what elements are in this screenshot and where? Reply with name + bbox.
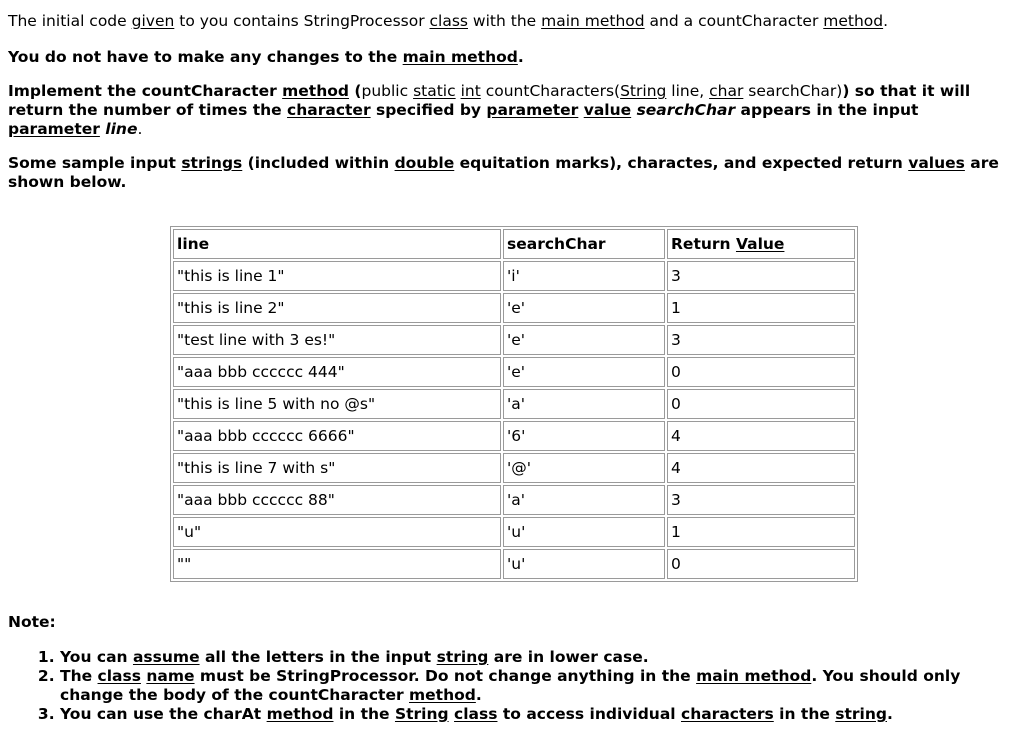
cell-searchchar: '6': [503, 421, 665, 451]
samples-text: Some sample input: [8, 154, 182, 172]
cell-return: 3: [667, 325, 855, 355]
link-given[interactable]: given: [131, 12, 175, 30]
note-item: [60, 667, 1000, 705]
cell-line: "this is line 1": [173, 261, 501, 291]
intro-text: The initial code: [8, 12, 132, 30]
intro-paragraph: [8, 12, 888, 31]
link-value[interactable]: Value: [735, 235, 785, 253]
samples-text: are shown below.: [8, 154, 999, 191]
implement-text: ) so that it will return the number of times the: [8, 82, 971, 119]
link-class[interactable]: class: [97, 667, 141, 685]
link-method[interactable]: method: [409, 686, 476, 704]
cell-line: "u": [173, 517, 501, 547]
cell-searchchar: 'a': [503, 389, 665, 419]
cell-return: 4: [667, 453, 855, 483]
note-item: [60, 648, 1000, 667]
note-text: are in lower case.: [488, 648, 649, 666]
note-text: in the: [333, 705, 395, 723]
cell-return: 4: [667, 421, 855, 451]
cell-return: 3: [667, 485, 855, 515]
cell-return: 0: [667, 357, 855, 387]
signature-text: public: [361, 82, 414, 100]
cell-line: "": [173, 549, 501, 579]
link-string[interactable]: string: [835, 705, 887, 723]
link-values[interactable]: values: [908, 154, 965, 172]
cell-searchchar: '@': [503, 453, 665, 483]
link-method[interactable]: method: [823, 12, 884, 30]
cell-line: "aaa bbb cccccc 88": [173, 485, 501, 515]
table-row: [173, 357, 855, 387]
table-row: [173, 421, 855, 451]
link-char[interactable]: char: [709, 82, 744, 100]
cell-line: "test line with 3 es!": [173, 325, 501, 355]
signature-text: searchChar): [743, 82, 843, 100]
cell-return: 0: [667, 549, 855, 579]
link-characters[interactable]: characters: [681, 705, 774, 723]
link-string[interactable]: String: [394, 705, 449, 723]
cell-return: 3: [667, 261, 855, 291]
link-character[interactable]: character: [287, 101, 371, 119]
cell-searchchar: 'a': [503, 485, 665, 515]
header-searchchar: searchChar: [503, 229, 665, 259]
cell-searchchar: 'u': [503, 517, 665, 547]
samples-text: equitation marks), charactes, and expected return: [454, 154, 909, 172]
link-class[interactable]: class: [429, 12, 468, 30]
table-row: [173, 325, 855, 355]
cell-return: 1: [667, 517, 855, 547]
implement-text: appears in the input: [735, 101, 919, 119]
header-line: line: [173, 229, 501, 259]
note-text: all the letters in the input: [199, 648, 437, 666]
intro-text: to you contains StringProcessor: [174, 12, 430, 30]
cell-return: 0: [667, 389, 855, 419]
link-static[interactable]: static: [413, 82, 456, 100]
samples-text: (included within: [242, 154, 395, 172]
note-text: You can use the charAt: [60, 705, 267, 723]
cell-return: 1: [667, 293, 855, 323]
note-label: Note:: [8, 613, 56, 631]
table-row: [173, 485, 855, 515]
note-text: . You should only change the body of the countCharacter: [60, 667, 961, 704]
implement-text: Implement the countCharacter: [8, 82, 283, 100]
link-method[interactable]: method: [266, 705, 334, 723]
link-int[interactable]: int: [460, 82, 481, 100]
header-return-text: Return: [671, 235, 736, 253]
cell-searchchar: 'e': [503, 325, 665, 355]
table-row: [173, 261, 855, 291]
cell-searchchar: 'i': [503, 261, 665, 291]
implement-text: specified by: [370, 101, 487, 119]
link-class[interactable]: class: [454, 705, 498, 723]
samples-table-body: [173, 229, 855, 579]
note-text: .: [887, 705, 893, 723]
table-header-row: [173, 229, 855, 259]
param-searchchar: searchChar: [636, 101, 736, 119]
link-name[interactable]: name: [146, 667, 195, 685]
link-strings[interactable]: strings: [181, 154, 243, 172]
link-assume[interactable]: assume: [132, 648, 200, 666]
link-main-method[interactable]: main method: [696, 667, 812, 685]
cell-line: "aaa bbb cccccc 6666": [173, 421, 501, 451]
cell-line: "this is line 7 with s": [173, 453, 501, 483]
implement-text: .: [137, 120, 143, 138]
notes-list: [8, 648, 1000, 724]
table-row: [173, 389, 855, 419]
table-row: [173, 453, 855, 483]
cell-searchchar: 'e': [503, 357, 665, 387]
intro-text: .: [883, 12, 889, 30]
samples-table: [170, 226, 858, 582]
no-changes-paragraph: [8, 48, 524, 67]
implement-text: (: [349, 82, 362, 100]
no-changes-text: You do not have to make any changes to the: [8, 48, 403, 66]
header-return-value: [667, 229, 855, 259]
note-text: in the: [773, 705, 836, 723]
cell-line: "aaa bbb cccccc 444": [173, 357, 501, 387]
link-main-method[interactable]: main method: [541, 12, 645, 30]
signature-text: countCharacters(: [480, 82, 621, 100]
link-parameter[interactable]: parameter: [8, 120, 100, 138]
implement-paragraph: [8, 82, 998, 139]
link-method[interactable]: method: [282, 82, 349, 100]
cell-searchchar: 'u': [503, 549, 665, 579]
table-row: [173, 549, 855, 579]
samples-intro-paragraph: [8, 154, 1003, 192]
link-double[interactable]: double: [394, 154, 455, 172]
link-main-method[interactable]: main method: [402, 48, 518, 66]
no-changes-text: .: [517, 48, 524, 66]
cell-line: "this is line 2": [173, 293, 501, 323]
cell-line: "this is line 5 with no @s": [173, 389, 501, 419]
note-item: [60, 705, 1000, 724]
note-text: must be StringProcessor. Do not change anything in the: [194, 667, 697, 685]
note-text: to access individual: [497, 705, 681, 723]
note-text: The: [60, 667, 98, 685]
intro-text: with the: [468, 12, 542, 30]
param-line: line: [105, 120, 138, 138]
note-text: You can: [60, 648, 133, 666]
intro-text: and a countCharacter: [644, 12, 824, 30]
table-row: [173, 517, 855, 547]
signature-text: line,: [666, 82, 710, 100]
table-row: [173, 293, 855, 323]
cell-searchchar: 'e': [503, 293, 665, 323]
link-string[interactable]: String: [620, 82, 667, 100]
link-value[interactable]: value: [583, 101, 632, 119]
link-string[interactable]: string: [436, 648, 489, 666]
link-parameter[interactable]: parameter: [486, 101, 579, 119]
note-text: .: [475, 686, 482, 704]
